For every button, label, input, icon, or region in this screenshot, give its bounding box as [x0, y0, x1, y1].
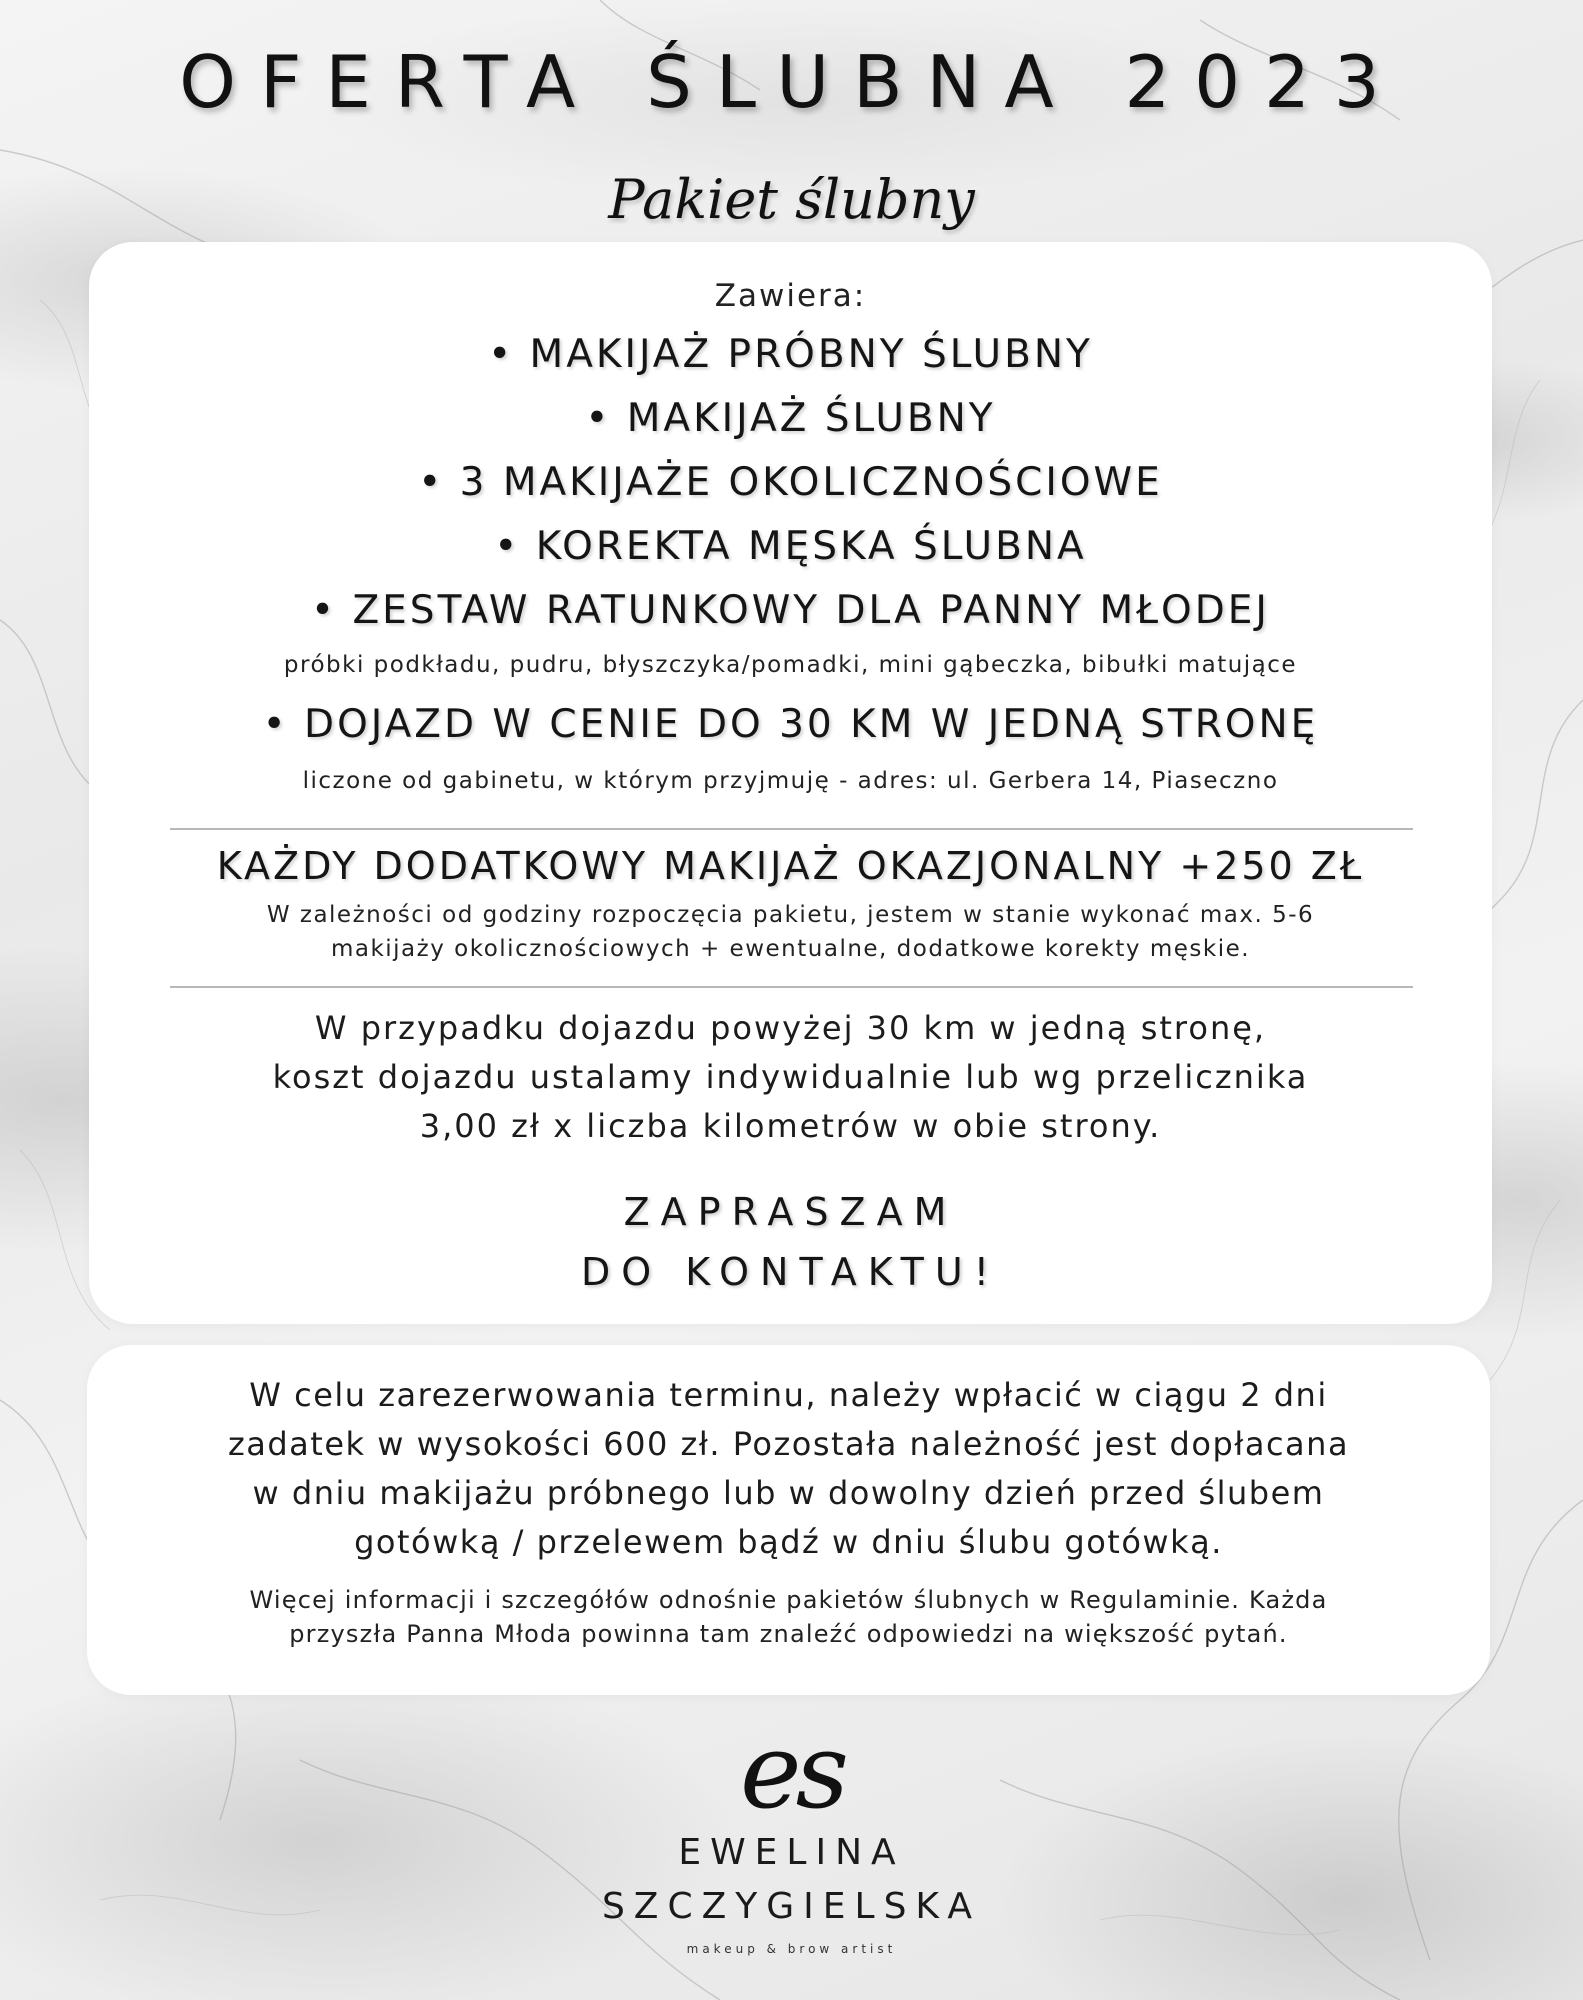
- travel-cost-line1: W przypadku dojazdu powyżej 30 km w jedną stronę,: [314, 1009, 1267, 1047]
- invite-line1: ZAPRASZAM: [623, 1190, 958, 1234]
- package-item-occasional-makeups: • 3 MAKIJAŻE OKOLICZNOŚCIOWE: [418, 460, 1163, 505]
- package-subtitle: Pakiet ślubny: [608, 168, 975, 231]
- booking-line4: gotówką / przelewem bądź w dniu ślubu gotówką.: [354, 1523, 1223, 1561]
- package-item-groom-correction: • KOREKTA MĘSKA ŚLUBNA: [494, 524, 1087, 569]
- page-title: OFERTA ŚLUBNA 2023: [179, 40, 1404, 124]
- booking-line3: w dniu makijażu próbnego lub w dowolny dzień przed ślubem: [252, 1474, 1325, 1512]
- rescue-kit-note: próbki podkładu, pudru, błyszczyka/pomadki, mini gąbeczka, bibułki matujące: [283, 652, 1298, 678]
- package-item-trial-makeup: • MAKIJAŻ PRÓBNY ŚLUBNY: [488, 332, 1093, 377]
- extra-makeup-note-line2: makijaży okolicznościowych + ewentualne, dodatkowe korekty męskie.: [330, 936, 1251, 962]
- invite-line2: DO KONTAKTU!: [581, 1250, 1000, 1294]
- booking-card: [87, 1345, 1490, 1695]
- package-lead: Zawiera:: [714, 278, 867, 314]
- travel-cost-line2: koszt dojazdu ustalamy indywidualnie lub wg przelicznika: [272, 1058, 1309, 1096]
- regulations-note-line1: Więcej informacji i szczegółów odnośnie pakietów ślubnych w Regulaminie. Każda: [249, 1586, 1328, 1614]
- package-item-travel: • DOJAZD W CENIE DO 30 KM W JEDNĄ STRONĘ: [262, 702, 1319, 747]
- brand-tagline: makeup & brow artist: [686, 1942, 897, 1956]
- travel-address-note: liczone od gabinetu, w którym przyjmuję - adres: ul. Gerbera 14, Piaseczno: [302, 768, 1279, 794]
- booking-line2: zadatek w wysokości 600 zł. Pozostała należność jest dopłacana: [227, 1425, 1350, 1463]
- travel-cost-line3: 3,00 zł x liczba kilometrów w obie strony.: [419, 1107, 1162, 1145]
- divider-top: [170, 828, 1413, 830]
- divider-bottom: [170, 986, 1413, 988]
- extra-makeup-note-line1: W zależności od godziny rozpoczęcia pakietu, jestem w stanie wykonać max. 5-6: [266, 902, 1315, 928]
- brand-name-first: EWELINA: [678, 1832, 905, 1873]
- regulations-note-line2: przyszła Panna Młoda powinna tam znaleźć odpowiedzi na większość pytań.: [289, 1620, 1288, 1648]
- extra-makeup-title: KAŻDY DODATKOWY MAKIJAŻ OKAZJONALNY +250 ZŁ: [216, 844, 1365, 888]
- booking-line1: W celu zarezerwowania terminu, należy wpłacić w ciągu 2 dni: [249, 1376, 1328, 1414]
- package-card: [89, 242, 1492, 1324]
- brand-monogram-logo: es: [740, 1710, 843, 1832]
- package-item-wedding-makeup: • MAKIJAŻ ŚLUBNY: [585, 396, 996, 441]
- package-item-rescue-kit: • ZESTAW RATUNKOWY DLA PANNY MŁODEJ: [311, 588, 1270, 633]
- brand-name-last: SZCZYGIELSKA: [601, 1886, 982, 1927]
